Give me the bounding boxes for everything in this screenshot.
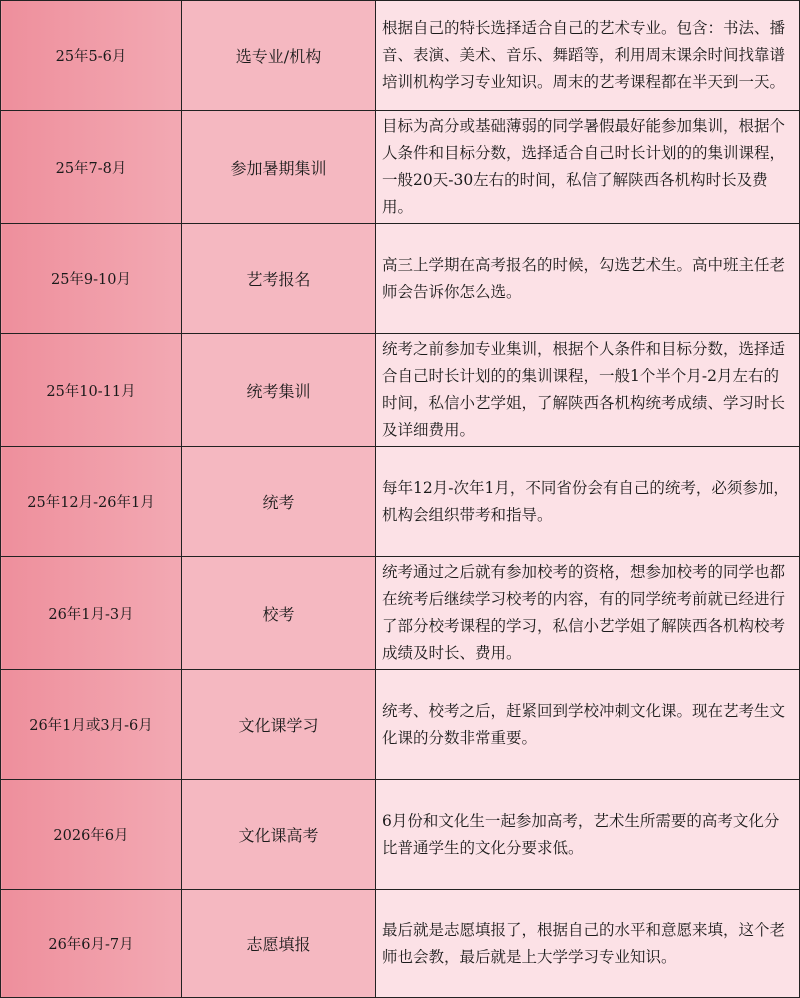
description-cell: 高三上学期在高考报名的时候，勾选艺术生。高中班主任老师会告诉你怎么选。 (376, 224, 800, 334)
stage-cell: 志愿填报 (182, 890, 376, 998)
description-cell: 统考通过之后就有参加校考的资格，想参加校考的同学也都在统考后继续学习校考的内容，有的同学统考前就已经进行了部分校考课程的学习，私信小艺学姐了解陕西各机构校考成绩及时长、费用。 (376, 557, 800, 670)
table-row (1, 557, 800, 670)
stage-cell: 艺考报名 (182, 224, 376, 334)
stage-cell: 选专业/机构 (182, 1, 376, 111)
period-cell: 25年10-11月 (1, 334, 182, 447)
description-cell: 目标为高分或基础薄弱的同学暑假最好能参加集训，根据个人条件和目标分数，选择适合自己时长计划的的集训课程，一般20天-30左右的时间，私信了解陕西各机构时长及费用。 (376, 111, 800, 224)
period-cell: 2026年6月 (1, 780, 182, 890)
description-cell: 最后就是志愿填报了，根据自己的水平和意愿来填，这个老师也会教，最后就是上大学学习专业知识。 (376, 890, 800, 998)
description-cell: 每年12月-次年1月，不同省份会有自己的统考，必须参加，机构会组织带考和指导。 (376, 447, 800, 557)
table-row (1, 447, 800, 557)
table-row (1, 780, 800, 890)
period-cell: 25年5-6月 (1, 1, 182, 111)
stage-cell: 参加暑期集训 (182, 111, 376, 224)
stage-cell: 统考集训 (182, 334, 376, 447)
stage-cell: 文化课学习 (182, 670, 376, 780)
description-cell: 统考、校考之后，赶紧回到学校冲刺文化课。现在艺考生文化课的分数非常重要。 (376, 670, 800, 780)
stage-cell: 统考 (182, 447, 376, 557)
period-cell: 26年1月或3月-6月 (1, 670, 182, 780)
period-cell: 26年1月-3月 (1, 557, 182, 670)
table-row (1, 670, 800, 780)
period-cell: 25年12月-26年1月 (1, 447, 182, 557)
table-row (1, 334, 800, 447)
description-cell: 6月份和文化生一起参加高考，艺术生所需要的高考文化分比普通学生的文化分要求低。 (376, 780, 800, 890)
description-cell: 根据自己的特长选择适合自己的艺术专业。包含：书法、播音、表演、美术、音乐、舞蹈等，利用周末课余时间找靠谱培训机构学习专业知识。周末的艺考课程都在半天到一天。 (376, 1, 800, 111)
period-cell: 25年7-8月 (1, 111, 182, 224)
table-row (1, 111, 800, 224)
stage-cell: 文化课高考 (182, 780, 376, 890)
period-cell: 25年9-10月 (1, 224, 182, 334)
table-row (1, 224, 800, 334)
period-cell: 26年6月-7月 (1, 890, 182, 998)
stage-cell: 校考 (182, 557, 376, 670)
table-row (1, 1, 800, 111)
table-row (1, 890, 800, 998)
description-cell: 统考之前参加专业集训，根据个人条件和目标分数，选择适合自己时长计划的的集训课程，一般1个半个月-2月左右的时间，私信小艺学姐，了解陕西各机构统考成绩、学习时长及详细费用。 (376, 334, 800, 447)
